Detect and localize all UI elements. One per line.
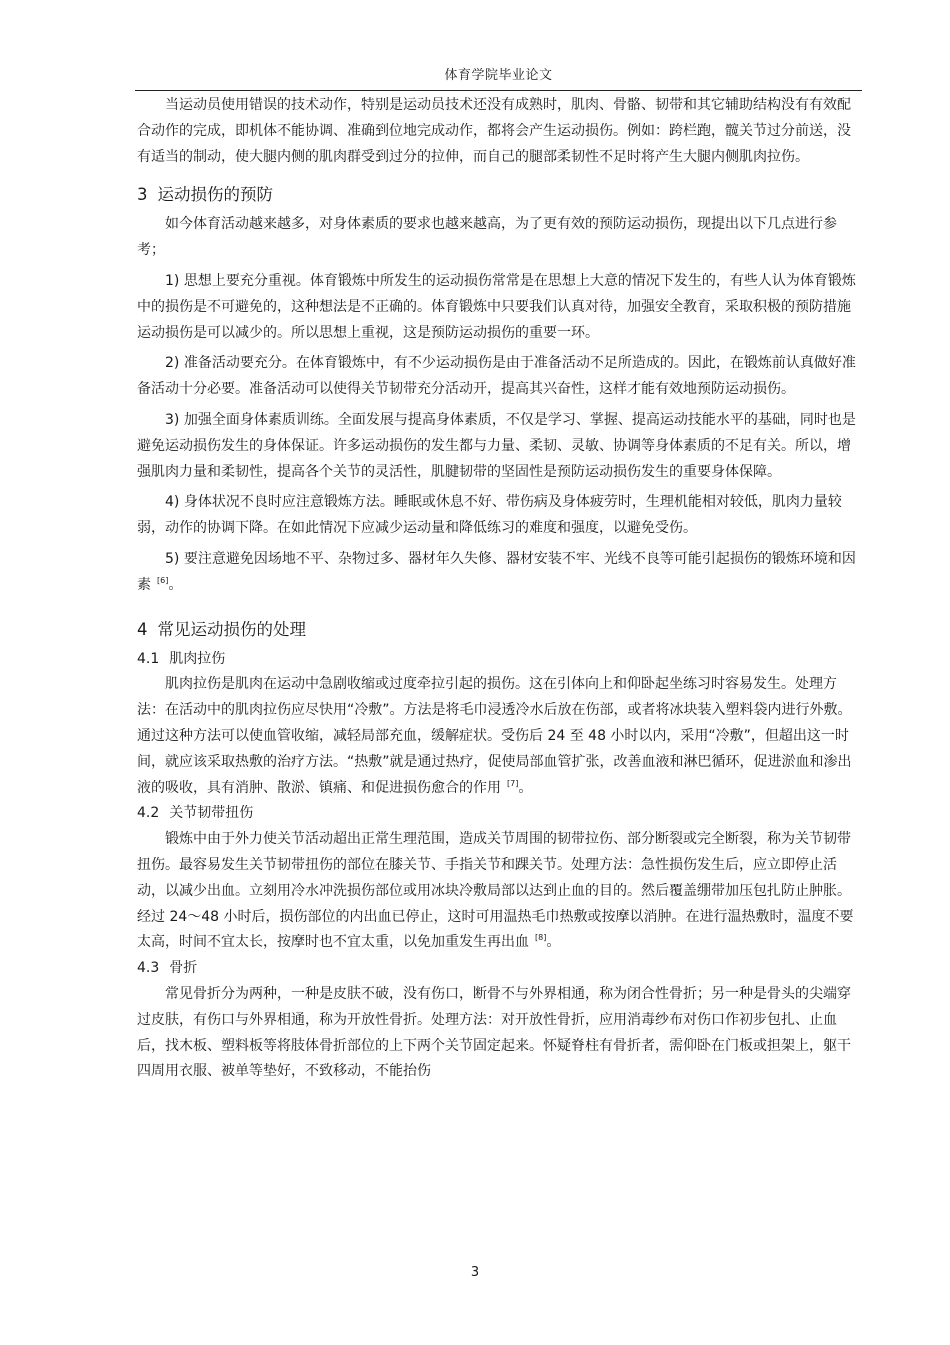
subsection-4-2-paragraph (137, 827, 859, 956)
citation-6: [6] (157, 575, 169, 585)
subsection-4-1-paragraph (137, 672, 859, 801)
citation-8: [8] (535, 933, 547, 943)
subsection-4-2-number: 4.2 (137, 805, 160, 822)
body-text (137, 93, 859, 1085)
prevention-item-4: 4) 身体状况不良时应注意锻炼方法。睡眠或休息不好、带伤病及身体疲劳时，生理机能相对较低，肌肉力量较弱，动作的协调下降。在如此情况下应减少运动量和降低练习的难度和强度，以避免受伤。 (137, 494, 842, 537)
prevention-item-5-text: 5) 要注意避免因场地不平、杂物过多、器材年久失修、器材安装不牢、光线不良等可能引起损伤的锻炼环境和因素 (137, 550, 856, 593)
subsection-4-2-title: 关节韧带扭伤 (169, 805, 254, 822)
subsection-4-3-number: 4.3 (137, 960, 160, 977)
citation-7: [7] (507, 778, 519, 788)
subsection-4-1-tail: 。 (518, 779, 533, 796)
subsection-4-2-tail: 。 (546, 934, 561, 951)
section-3-number: 3 (137, 185, 148, 205)
prevention-item-5 (137, 547, 859, 599)
section-4-heading (137, 617, 859, 643)
subsection-4-1-text: 肌肉拉伤是肌肉在运动中急剧收缩或过度牵拉引起的损伤。这在引体向上和仰卧起坐练习时容易发生。处理方法：在活动中的肌肉拉伤应尽快用“冷敷”。方法是将毛巾浸透冷水后放在伤部，或者将冰块装入塑料袋内进行外敷。通过这种方法可以使血管收缩，减轻局部充血，缓解症状。受伤后 24 至 48 小时以内，采用“冷敷”，但超出这一时间，就应该采取热敷的治疗方法。“热敷”就是通过热疗，促使局部血管扩张，改善血液和淋巴循环，促进淤血和渗出液的吸收，具有消肿、散淤、镇痛、和促进损伤愈合的作用 (137, 676, 852, 796)
subsection-4-2-text: 锻炼中由于外力使关节活动超出正常生理范围，造成关节周围的韧带拉伤、部分断裂或完全断裂，称为关节韧带扭伤。最容易发生关节韧带扭伤的部位在膝关节、手指关节和踝关节。处理方法：急性损伤发生后，应立即停止活动，以减少出血。立刻用冷水冲洗损伤部位或用冰块冷敷局部以达到止血的目的。然后覆盖绷带加压包扎防止肿胀。经过 24～48 小时后，损伤部位的内出血已停止，这时可用温热毛巾热敷或按摩以消肿。在进行温热敷时，温度不要太高，时间不宜太长，按摩时也不宜太重，以免加重发生再出血 (137, 831, 854, 951)
page-number: 3 (470, 1265, 480, 1280)
subsection-4-3-heading (137, 956, 859, 982)
subsection-4-1-heading (137, 647, 859, 673)
subsection-4-3-title: 骨折 (169, 960, 198, 977)
section-4-number: 4 (137, 619, 148, 639)
running-header: 体育学院毕业论文 (444, 68, 553, 83)
subsection-4-1-title: 肌肉拉伤 (169, 650, 226, 667)
section-3-heading (137, 182, 859, 208)
header-rule (135, 90, 862, 91)
intro-paragraph: 当运动员使用错误的技术动作，特别是运动员技术还没有成熟时，肌肉、骨骼、韧带和其它辅助结构没有有效配合动作的完成，即机体不能协调、准确到位地完成动作，都将会产生运动损伤。例如：跨栏跑，髋关节过分前送，没有适当的制动，使大腿内侧的肌肉群受到过分的拉伸，而自己的腿部柔韧性不足时将产生大腿内侧肌肉拉伤。 (137, 97, 851, 165)
section-3-intro: 如今体育活动越来越多，对身体素质的要求也越来越高，为了更有效的预防运动损伤，现提出以下几点进行参考； (137, 216, 837, 259)
section-3-title: 运动损伤的预防 (157, 185, 273, 205)
prevention-item-3: 3) 加强全面身体素质训练。全面发展与提高身体素质，不仅是学习、掌握、提高运动技能水平的基础，同时也是避免运动损伤发生的身体保证。许多运动损伤的发生都与力量、柔韧、灵敏、协调等身体素质的不足有关。所以，增强肌肉力量和柔韧性，提高各个关节的灵活性，肌腱韧带的坚固性是预防运动损伤发生的重要身体保障。 (137, 411, 856, 480)
prevention-item-2: 2) 准备活动要充分。在体育锻炼中，有不少运动损伤是由于准备活动不足所造成的。因此，在锻炼前认真做好准备活动十分必要。准备活动可以使得关节韧带充分活动开，提高其兴奋性，这样才能有效地预防运动损伤。 (137, 355, 856, 398)
subsection-4-3-paragraph (137, 982, 859, 1085)
prevention-item-1: 1) 思想上要充分重视。体育锻炼中所发生的运动损伤常常是在思想上大意的情况下发生的，有些人认为体育锻炼中的损伤是不可避免的，这种想法是不正确的。体育锻炼中只要我们认真对待，加强安全教育，采取积极的预防措施运动损伤是可以减少的。所以思想上重视，这是预防运动损伤的重要一环。 (137, 272, 856, 341)
prevention-item-5-tail: 。 (168, 576, 183, 593)
subsection-4-1-number: 4.1 (137, 650, 160, 667)
subsection-4-3-text: 常见骨折分为两种，一种是皮肤不破，没有伤口，断骨不与外界相通，称为闭合性骨折；另一种是骨头的尖端穿过皮肤，有伤口与外界相通，称为开放性骨折。处理方法：对开放性骨折，应用消毒纱布对伤口作初步包扎、止血后，找木板、塑料板等将肢体骨折部位的上下两个关节固定起来。怀疑脊柱有骨折者，需仰卧在门板或担架上，躯干四周用衣服、被单等垫好，不致移动，不能抬伤 (137, 985, 851, 1080)
subsection-4-2-heading (137, 801, 859, 827)
section-4-title: 常见运动损伤的处理 (157, 619, 306, 639)
